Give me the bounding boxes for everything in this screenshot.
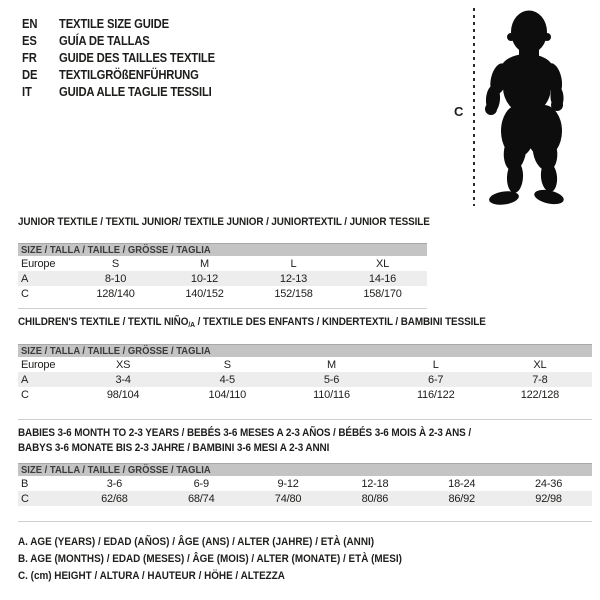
size-cell: 10-12	[190, 272, 219, 285]
row-label: A	[21, 373, 29, 386]
size-table-rows	[18, 476, 592, 506]
legend-note-b: B. AGE (MONTHS) / EDAD (MESES) / ÂGE (MOIS) / ALTER (MONATE) / ETÀ (MESI)	[18, 553, 402, 566]
row-label: Europe	[21, 358, 56, 371]
size-bar-label: SIZE / TALLA / TAILLE / GRÖSSE / TAGLIA	[21, 345, 211, 357]
size-header-bar	[18, 344, 592, 357]
size-cell: 62/68	[101, 492, 128, 505]
row-label: C	[21, 287, 29, 300]
size-cell: 9-12	[277, 477, 299, 490]
size-cell: 116/122	[416, 388, 455, 401]
size-cell: XL	[375, 257, 390, 270]
size-cell: M	[327, 358, 336, 371]
section-title: BABIES 3-6 MONTH TO 2-3 YEARS / BEBÉS 3-6 MESES A 2-3 AÑOS / BÉBÉS 3-6 MOIS À 2-3 ANS / BABYS 3-6 MONATE BIS 2-3 JAHRE / BAMBINI 3-6 MESI A 2-3 ANNI	[18, 427, 471, 454]
language-title: TEXTILGRÖßENFÜHRUNG	[59, 68, 199, 82]
legend-note-a: A. AGE (YEARS) / EDAD (AÑOS) / ÂGE (ANS) / ALTER (JAHRE) / ETÀ (ANNI)	[18, 536, 375, 548]
junior-textile-section	[18, 215, 430, 317]
toddler-silhouette-icon	[482, 9, 572, 211]
size-cell: 98/104	[106, 388, 140, 401]
language-row	[22, 84, 232, 101]
size-cell: M	[200, 257, 209, 270]
size-bar-label: SIZE / TALLA / TAILLE / GRÖSSE / TAGLIA	[21, 244, 211, 256]
language-list	[22, 16, 232, 101]
language-code: DE	[22, 68, 38, 82]
size-cell: 24-36	[534, 477, 563, 490]
table-row	[18, 372, 592, 387]
size-cell: 14-16	[368, 272, 397, 285]
table-row	[18, 491, 592, 506]
table-row	[18, 357, 592, 372]
size-cell: 3-6	[106, 477, 123, 490]
table-row	[18, 476, 592, 491]
size-cell: 140/152	[185, 287, 224, 300]
size-table-rows	[18, 357, 592, 402]
table-row	[18, 387, 592, 402]
language-code: EN	[22, 17, 38, 31]
size-cell: 110/116	[313, 388, 350, 401]
size-cell: 12-13	[279, 272, 308, 285]
size-cell: 12-18	[361, 477, 389, 490]
size-cell: L	[432, 358, 439, 371]
size-header-bar	[18, 243, 427, 256]
language-row	[22, 67, 232, 84]
size-cell: 80/86	[361, 492, 389, 505]
size-cell: 68/74	[187, 492, 215, 505]
size-cell: 86/92	[448, 492, 475, 505]
row-label: A	[21, 272, 29, 285]
section-title: JUNIOR TEXTILE / TEXTIL JUNIOR/ TEXTILE JUNIOR / JUNIORTEXTIL / JUNIOR TESSILE	[18, 216, 430, 228]
legend-note-c: C. (cm) HEIGHT / ALTURA / HAUTEUR / HÖHE / ALTEZZA	[18, 570, 285, 583]
size-header-bar	[18, 463, 592, 476]
babies-textile-section	[18, 426, 592, 528]
table-row	[18, 271, 427, 286]
size-bar-label: SIZE / TALLA / TAILLE / GRÖSSE / TAGLIA	[21, 464, 211, 476]
height-measure-label: C	[454, 104, 464, 119]
size-cell: S	[223, 358, 231, 371]
size-table-rows	[18, 256, 427, 301]
language-code: ES	[22, 34, 37, 48]
size-cell: 3-4	[115, 373, 131, 386]
size-cell: XS	[115, 358, 131, 371]
size-cell: 74/80	[274, 492, 302, 505]
language-title: GUÍA DE TALLAS	[59, 34, 150, 48]
size-cell: 92/98	[535, 492, 562, 505]
language-row	[22, 33, 232, 50]
language-row	[22, 50, 232, 67]
size-cell: L	[290, 257, 297, 270]
children-size-table	[18, 344, 592, 420]
size-cell: 5-6	[323, 373, 340, 386]
size-cell: 4-5	[219, 373, 235, 386]
children-textile-section	[18, 315, 592, 427]
language-title: TEXTILE SIZE GUIDE	[59, 17, 169, 31]
size-cell: 7-8	[532, 373, 548, 386]
size-cell: XL	[533, 358, 547, 371]
language-code: FR	[22, 51, 37, 65]
row-label: C	[21, 388, 29, 401]
language-title: GUIDA ALLE TAGLIE TESSILI	[59, 85, 212, 99]
row-label: Europe	[21, 257, 56, 270]
table-row	[18, 256, 427, 271]
language-code: IT	[22, 85, 32, 99]
size-cell: 6-9	[193, 477, 209, 490]
size-cell: 122/128	[520, 388, 560, 401]
size-cell: 18-24	[448, 477, 476, 490]
row-label: B	[21, 477, 29, 490]
legend-notes	[18, 534, 445, 586]
size-cell: 6-7	[428, 373, 444, 386]
babies-size-table	[18, 463, 592, 522]
height-dotted-line	[473, 8, 475, 206]
size-cell: S	[111, 257, 120, 270]
table-row	[18, 286, 427, 301]
size-cell: 152/158	[274, 287, 313, 300]
size-cell: 104/110	[208, 388, 247, 401]
junior-size-table	[18, 243, 427, 309]
language-title: GUIDE DES TAILLES TEXTILE	[59, 51, 215, 65]
language-row	[22, 16, 232, 33]
size-cell: 8-10	[104, 272, 127, 285]
size-cell: 158/170	[363, 287, 402, 300]
row-label: C	[21, 492, 29, 505]
size-cell: 128/140	[96, 287, 135, 300]
section-title: CHILDREN'S TEXTILE / TEXTIL NIÑO/A / TEXTILE DES ENFANTS / KINDERTEXTIL / BAMBINI TESSILE	[18, 316, 486, 329]
